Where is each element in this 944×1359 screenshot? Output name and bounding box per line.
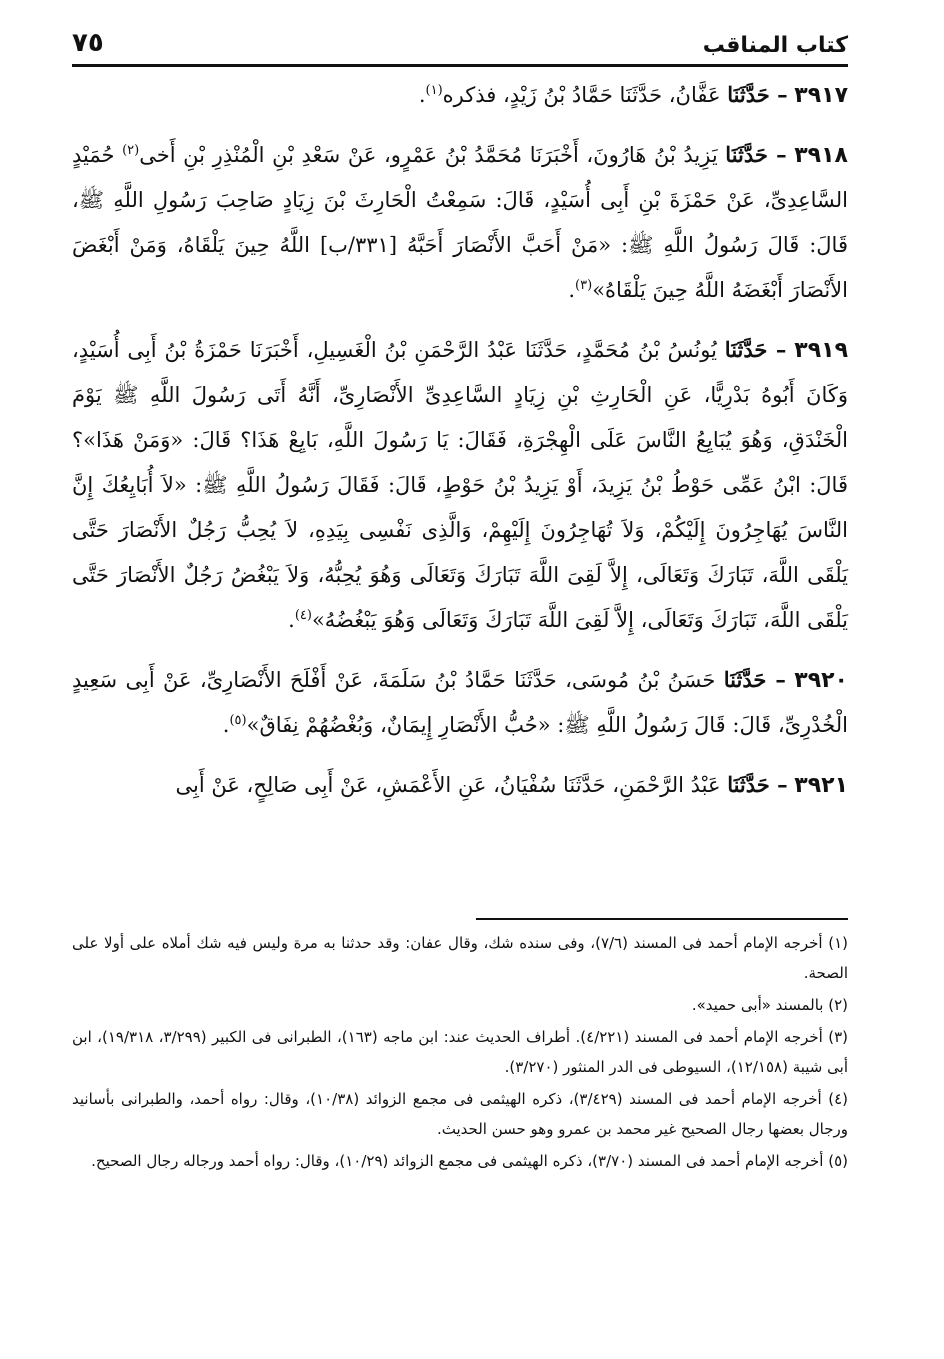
hadith-text: يُونُسُ بْنُ مُحَمَّدٍ، حَدَّثَنَا عَبْدُ الرَّحْمَنِ بْنُ الْغَسِيلِ، أَخْبَرَنَا حَمْزَةُ بْنُ أَبِى أُسَيْدٍ، وَكَانَ أَبُوهُ بَدْرِيًّا، عَنِ الْحَارِثِ بْنِ زِيَادٍ السَّاعِدِىِّ الأَنْصَارِىِّ، أَنَّهُ أَتَى رَسُولَ اللَّهِ ﷺ يَوْمَ الْخَنْدَقِ، وَهُوَ يُبَايِعُ النَّاسَ عَلَى الْهِجْرَةِ، فَقَالَ: يَا رَسُولَ اللَّهِ، بَايِعْ هَذَا؟ قَالَ: «وَمَنْ هَذَا»؟ قَالَ: ابْنُ عَمِّى حَوْطُ بْنُ يَزِيدَ، أَوْ يَزِيدُ بْنُ حَوْطٍ، قَالَ: فَقَالَ رَسُولُ اللَّهِ ﷺ: «لاَ أُبَايِعُكَ إِنَّ النَّاسَ يُهَاجِرُونَ إِلَيْكُمْ، وَلاَ تُهَاجِرُونَ إِلَيْهِمْ، وَالَّذِى نَفْسِى بِيَدِهِ، لاَ يُحِبُّ رَجُلٌ الأَنْصَارَ حَتَّى يَلْقَى اللَّهَ، تَبَارَكَ وَتَعَالَى، إِلاَّ لَقِىَ اللَّهَ تَبَارَكَ وَتَعَالَى وَهُوَ يُحِبُّهُ، وَلاَ يَبْغُضُ رَجُلٌ الأَنْصَارَ حَتَّى يَلْقَى اللَّهَ، تَبَارَكَ وَتَعَالَى، إِلاَّ لَقِىَ اللَّهَ تَبَارَكَ وَتَعَالَى وَهُوَ يَبْغُضُهُ» (72, 338, 848, 632)
hadith-number: ٣٩١٩ (794, 338, 848, 363)
footnote-separator (476, 918, 848, 920)
hadith-3920: ٣٩٢٠ – حَدَّثَنَا حَسَنُ بْنُ مُوسَى، حَدَّثَنَا حَمَّادُ بْنُ سَلَمَةَ، عَنْ أَفْلَحَ الأَنْصَارِىِّ، عَنْ أَبِى سَعِيدٍ الْخُدْرِىِّ، قَالَ: قَالَ رَسُولُ اللَّهِ ﷺ: «حُبُّ الأَنْصَارِ إِيمَانٌ، وَبُغْضُهُمْ نِفَاقٌ»$^{(٥)}$. (72, 667, 848, 737)
hadith-3918: ٣٩١٨ – حَدَّثَنَا يَزِيدُ بْنُ هَارُونَ، أَخْبَرَنَا مُحَمَّدُ بْنُ عَمْرٍو، عَنْ سَعْدِ بْنِ الْمُنْذِرِ بْنِ أَخى$^{(٢)}$ حُمَيْدٍ السَّاعِدِىِّ، عَنْ حَمْزَةَ بْنِ أَبِى أُسَيْدٍ، قَالَ: سَمِعْتُ الْحَارِثَ بْنَ زِيَادٍ صَاحِبَ رَسُولِ اللَّهِ ﷺ، قَالَ: قَالَ رَسُولُ اللَّهِ ﷺ: «مَنْ أَحَبَّ الأَنْصَارَ أَحَبَّهُ [٣٣١/ب] اللَّهُ حِينَ يَلْقَاهُ، وَمَنْ أَبْغَضَ الأَنْصَارَ أَبْغَضَهُ اللَّهُ حِينَ يَلْقَاهُ»$^{(٣)}$. (72, 142, 848, 302)
header-rule (72, 64, 848, 67)
hadith-lead: حَدَّثَنَا (723, 667, 767, 692)
chapter-title: كتاب المناقب (702, 33, 848, 58)
hadith-number: ٣٩١٧ (794, 83, 848, 108)
hadith-3917: ٣٩١٧ – حَدَّثَنَا عَفَّانُ، حَدَّثَنَا حَمَّادُ بْنُ زَيْدٍ، فذكره$^{(١)}$. (418, 82, 848, 108)
hadith-number: ٣٩٢٠ (794, 668, 848, 693)
hadith-text: يَزِيدُ بْنُ هَارُونَ، أَخْبَرَنَا مُحَمَّدُ بْنُ عَمْرٍو، عَنْ سَعْدِ بْنِ الْمُنْذِرِ بْنِ أَخى (139, 143, 718, 167)
hadith-3919: ٣٩١٩ – حَدَّثَنَا يُونُسُ بْنُ مُحَمَّدٍ، حَدَّثَنَا عَبْدُ الرَّحْمَنِ بْنُ الْغَسِيلِ، أَخْبَرَنَا حَمْزَةُ بْنُ أَبِى أُسَيْدٍ، وَكَانَ أَبُوهُ بَدْرِيًّا، عَنِ الْحَارِثِ بْنِ زِيَادٍ السَّاعِدِىِّ الأَنْصَارِىِّ، أَنَّهُ أَتَى رَسُولَ اللَّهِ ﷺ يَوْمَ الْخَنْدَقِ، وَهُوَ يُبَايِعُ النَّاسَ عَلَى الْهِجْرَةِ، فَقَالَ: يَا رَسُولَ اللَّهِ، بَايِعْ هَذَا؟ قَالَ: «وَمَنْ هَذَا»؟ قَالَ: ابْنُ عَمِّى حَوْطُ بْنُ يَزِيدَ، أَوْ يَزِيدُ بْنُ حَوْطٍ، قَالَ: فَقَالَ رَسُولُ اللَّهِ ﷺ: «لاَ أُبَايِعُكَ إِنَّ النَّاسَ يُهَاجِرُونَ إِلَيْكُمْ، وَلاَ تُهَاجِرُونَ إِلَيْهِمْ، وَالَّذِى نَفْسِى بِيَدِهِ، لاَ يُحِبُّ رَجُلٌ الأَنْصَارَ حَتَّى يَلْقَى اللَّهَ، تَبَارَكَ وَتَعَالَى، إِلاَّ لَقِىَ اللَّهَ تَبَارَكَ وَتَعَالَى وَهُوَ يُحِبُّهُ، وَلاَ يَبْغُضُ رَجُلٌ الأَنْصَارَ حَتَّى يَلْقَى اللَّهَ، تَبَارَكَ وَتَعَالَى، إِلاَّ لَقِىَ اللَّهَ تَبَارَكَ وَتَعَالَى وَهُوَ يَبْغُضُهُ»$^{(٤)}$. (72, 337, 848, 632)
footnote: (١) أخرجه الإمام أحمد فى المسند (٧/٦)، وفى سنده شك، وقال عفان: وقد حدثنا به مرة وليس فيه شك أملاه على أولا على الصحة. (72, 934, 849, 982)
page-number: ٧٥ (72, 28, 104, 58)
running-header (72, 18, 848, 58)
hadith-text: عَبْدُ الرَّحْمَنِ، حَدَّثَنَا سُفْيَانُ، عَنِ الأَعْمَشِ، عَنْ أَبِى صَالِحٍ، عَنْ أَبِى (175, 773, 721, 797)
hadith-3921: ٣٩٢١ – حَدَّثَنَا عَبْدُ الرَّحْمَنِ، حَدَّثَنَا سُفْيَانُ، عَنِ الأَعْمَشِ، عَنْ أَبِى صَالِحٍ، عَنْ أَبِى (175, 772, 848, 798)
hadith-tail: . (418, 83, 426, 107)
hadith-lead: حَدَّثَنَا (725, 142, 768, 167)
hadith-text-continued: حُمَيْدٍ السَّاعِدِىِّ، عَنْ حَمْزَةَ بْنِ أَبِى أُسَيْدٍ، قَالَ: سَمِعْتُ الْحَارِثَ بْنَ زِيَادٍ صَاحِبَ رَسُولِ اللَّهِ ﷺ، قَالَ: قَالَ رَسُولُ اللَّهِ ﷺ: «مَنْ أَحَبَّ الأَنْصَارَ أَحَبَّهُ [٣٣١/ب] اللَّهُ حِينَ يَلْقَاهُ، وَمَنْ أَبْغَضَ الأَنْصَارَ أَبْغَضَهُ اللَّهُ حِينَ يَلْقَاهُ» (72, 143, 848, 302)
hadith-lead: حَدَّثَنَا (727, 772, 770, 797)
hadith-tail: . (568, 278, 576, 302)
hadith-lead: حَدَّثَنَا (724, 337, 768, 362)
footnote-ref: (٥) (229, 713, 247, 728)
hadith-text: عَفَّانُ، حَدَّثَنَا حَمَّادُ بْنُ زَيْدٍ، فذكره (442, 83, 721, 107)
hadith-number: ٣٩٢١ (794, 773, 848, 798)
footnote: (٢) بالمسند «أبى حميد». (691, 996, 848, 1014)
footnote-ref: (١) (425, 83, 443, 98)
footnote-ref: (٤) (294, 608, 312, 623)
hadith-tail: . (288, 608, 295, 632)
hadith-text: حَسَنُ بْنُ مُوسَى، حَدَّثَنَا حَمَّادُ بْنُ سَلَمَةَ، عَنْ أَفْلَحَ الأَنْصَارِىِّ، عَنْ أَبِى سَعِيدٍ الْخُدْرِىِّ، قَالَ: قَالَ رَسُولُ اللَّهِ ﷺ: «حُبُّ الأَنْصَارِ إِيمَانٌ، وَبُغْضُهُمْ نِفَاقٌ» (72, 668, 848, 737)
main-text (72, 72, 848, 922)
footnotes (72, 928, 848, 1328)
footnote-ref: (٢) (122, 143, 140, 158)
hadith-number: ٣٩١٨ (794, 143, 848, 168)
footnote: (٤) أخرجه الإمام أحمد فى المسند (٣/٤٢٩)، ذكره الهيثمى فى مجمع الزوائد (١٠/٣٨)، وقال: رواه أحمد، والطبرانى بأسانيد ورجال بعضها رجال الصحيح غير محمد بن عمرو وهو حسن الحديث. (72, 1090, 848, 1138)
hadith-lead: حَدَّثَنَا (727, 82, 770, 107)
footnote-ref: (٣) (575, 278, 593, 293)
hadith-tail: . (222, 713, 230, 737)
footnote: (٥) أخرجه الإمام أحمد فى المسند (٣/٧٠)، ذكره الهيثمى فى مجمع الزوائد (١٠/٢٩)، وقال: رواه أحمد ورجاله رجال الصحيح. (91, 1152, 848, 1170)
footnote: (٣) أخرجه الإمام أحمد فى المسند (٤/٢٢١). أطراف الحديث عند: ابن ماجه (١٦٣)، الطبرانى فى الكبير (٣/٢٩٩، ١٩/٣١٨)، ابن أبى شيبة (١٢/١٥٨)، السيوطى فى الدر المنثور (٣/٢٧٠). (72, 1028, 848, 1076)
